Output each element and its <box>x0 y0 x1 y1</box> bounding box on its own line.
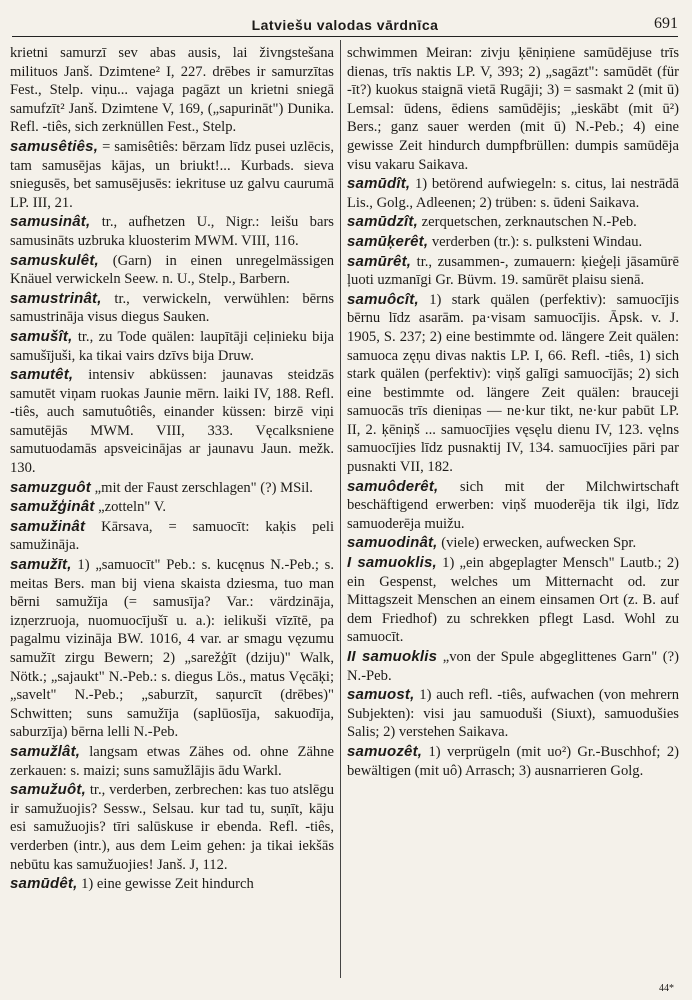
entry-definition: krietni samurzī sev abas ausis, lai živngstešana milituos Janš. Dzimtene² I, 227. drēbes ir samurzītas Fest., Stelp. viņu... vajaga pagāzt un krietni sniegā samufzīt² Janš. Dzimtene V, 169, („sapurināt") Dunika. Refl. -tiês, sich zerknüllen Fest., Stelp. <box>10 45 334 136</box>
entry-definition: 1) stark quälen (perfektiv): samuocījis bērnu līdz asarām. pa·visam samuocījis. Āpsk. v. J. 1905, S. 237; 2) eine bestimmte od. längere Zeit quälen: samuoca zęņu divas naktis LP. I, 66. Refl. -tiês, 1) sich stark quälen (perfektiv): viņš galīgi samuocījās; 2) sich eine bestimmte od. längere Zeit quälen: brauceji samuocās trīs dieniņas — ne·kur tikt, ne·kur pabūt LP. II, 2. ķēniņš ... samuocījies vęsęlu dienu IV, 123. vęlns samuocījies līdz pusnaktij IV, 134. samuocījies pāri par pusnakti VII, 182. <box>347 291 679 476</box>
entry-headword: samušît, <box>10 327 73 345</box>
entry-definition: verderben (tr.): s. pulksteni Windau. <box>431 233 643 250</box>
page-number: 691 <box>654 15 678 32</box>
dictionary-entry <box>10 875 334 894</box>
dictionary-entry <box>10 138 334 212</box>
entry-headword: II samuoklis <box>347 648 438 665</box>
entry-headword: samuodinât, <box>347 534 438 552</box>
dictionary-entry <box>10 252 334 289</box>
entry-definition: schwimmen Meiran: zivju ķēniņiene samūdējuse trīs dienas, trīs naktis LP. V, 393; 2) „sagāzt": samūdēt (für -īt?) kuokus staignā vietā Rugāji; 3) = sasmakt 2 (mit ū) Lemsal: ūdens, ēdiens samūdējis; „ieskābt (mit ū²) Bers.; ganz sauer werden (mit ū) N.-Peb.; 4) eine gewisse Zeit hindurch dumpfbrüllen: dumpis samūdēja visu vakaru Saikava. <box>347 45 679 173</box>
dictionary-entry <box>10 518 334 555</box>
entry-definition: „mit der Faust zerschlagen" (?) MSil. <box>94 479 313 496</box>
dictionary-entry <box>347 213 679 232</box>
entry-definition: = samisêtiês: bērzam līdz pusei uzlēcis, tam samusējas kājas, un briukt!... Kurbads. sieva sniegusēs, bet samusējusēs: iekrituse uz galvu caurumā LP. III, 21. <box>10 138 334 211</box>
entry-definition: tr., zu Tode quälen: laupītāji ceļinieku bija samušījuši, ka tikai vairs dzīvs bija Druw. <box>10 328 334 364</box>
dictionary-entry <box>347 743 679 780</box>
dictionary-entry <box>10 328 334 365</box>
entry-definition: langsam etwas Zähes od. ohne Zähne zerkauen: s. maizi; suns samužlājis ādu Warkl. <box>10 743 334 779</box>
entry-definition: 1) verprügeln (mit uo²) Gr.-Buschhof; 2) bewältigen (mit uô) Arrasch; 3) ausnarrieren Golg. <box>347 743 679 779</box>
entry-definition: 1) eine gewisse Zeit hindurch <box>81 876 254 893</box>
dictionary-entry <box>347 253 679 290</box>
entry-headword: samužinât <box>10 517 86 535</box>
dictionary-entry <box>10 366 334 478</box>
dictionary-entry <box>10 44 334 137</box>
entry-headword: samuôderêt, <box>347 477 439 495</box>
dictionary-entry <box>347 648 679 685</box>
dictionary-entry <box>10 781 334 874</box>
entry-headword: samūrêt, <box>347 252 412 270</box>
entry-definition: Kārsava, = samuocīt: kaķis peli samužināja. <box>10 518 334 554</box>
entry-definition: 1) betörend aufwiegeln: s. citus, lai nestrādā Lis., Golg., Adleenen; 2) trüben: s. ūdeni Saikava. <box>347 176 679 211</box>
entry-headword: samuskulêt, <box>10 251 99 269</box>
dictionary-entry <box>347 478 679 534</box>
entry-headword: samužlât, <box>10 742 81 760</box>
dictionary-entry <box>347 554 679 647</box>
entry-definition: 1) „samuocīt" Peb.: s. kucęnus N.-Peb.; s. meitas Bers. man bij viena skaista dziesma, tuo man bērni samužīja (= samusīja? Var.: värdzināja, izņerzruoja, nuomuocījušī u. a.): ielikuši vīzītē, pa pagalmu vizināja BW. 1016, 4 var. ar smagu vęzumu samužīt zirgu Bewern; 2) „sarežģīt (dziju)" Walk, Nötk.; „sajaukt" N.-Peb.: s. diegus Lös., matus Vęcāķi; „savelt" N.-Peb.; „saburzīt, saņurcīt (drēbes)" Schwitten; suns samužīja (saplūosīja, sakuodīja, saburzīja) bērna lelli N.-Peb. <box>10 557 334 741</box>
entry-headword: samužuôt, <box>10 781 86 799</box>
dictionary-entry <box>10 498 334 517</box>
dictionary-entry <box>347 175 679 212</box>
entry-definition: 1) auch refl. -tiês, aufwachen (von mehrern Subjekten): visi jau samuoduši (Siuxt), samuodušies Salis; 2) verstehen Saikava. <box>347 687 679 741</box>
entry-definition: intensiv abküssen: jaunavas steidzās samutēt viņam ruokas Jaunie mērn. laiki IV, 188. Refl. -tiês, auch samutuôtiês, einander küssen: birzē viņi samutējās MWM. VIII, 333. Vęcalksniene samutuodamās apsveicinājas ar jaunavu Jaun. mežk. 130. <box>10 367 334 477</box>
column-divider <box>340 40 341 978</box>
signature-mark: 44* <box>659 983 674 994</box>
entry-definition: (Garn) in einen unregelmässigen Knäuel verwickeln Seew. n. U., Stelp., Barbern. <box>10 252 334 288</box>
entry-definition: „von der Spule abgeglittenes Garn" (?) N.-Peb. <box>347 649 679 684</box>
entry-definition: (viele) erwecken, aufwecken Spr. <box>441 535 637 552</box>
entry-headword: I samuoklis, <box>347 554 437 572</box>
right-column <box>347 44 679 980</box>
entry-definition: tr., verwickeln, verwühlen: bērns samustrināja visus diegus Sauken. <box>10 290 334 326</box>
entry-headword: samusinât, <box>10 213 91 231</box>
dictionary-entry <box>347 291 679 477</box>
dictionary-entry <box>10 290 334 327</box>
dictionary-entry <box>347 686 679 742</box>
entry-headword: samusêtiês, <box>10 137 99 155</box>
entry-headword: samustrinât, <box>10 289 102 307</box>
dictionary-entry <box>10 743 334 780</box>
entry-headword: samūdît, <box>347 175 411 193</box>
running-title: Latviešu valodas vārdnīca <box>251 17 439 33</box>
entry-headword: samuozêt, <box>347 742 423 760</box>
entry-definition: zerquetschen, zerknautschen N.-Peb. <box>421 214 637 231</box>
page-header <box>12 8 678 37</box>
dictionary-entry <box>10 213 334 250</box>
dictionary-entry <box>347 44 679 174</box>
entry-headword: samutêt, <box>10 366 74 384</box>
entry-definition: 1) „ein abgeplagter Mensch" Lautb.; 2) ein Gespenst, welches um Mitternacht od. zur Mittagszeit Menschen an einem einsamen Ort (z. B. auf dem Friedhof) zu schrekken pflegt Lasd. Wohl zu samuocīt. <box>347 555 679 646</box>
entry-headword: samužīt, <box>10 556 72 574</box>
entry-headword: samužģinât <box>10 498 95 516</box>
entry-headword: samuost, <box>347 686 415 704</box>
entry-definition: tr., verderben, zerbrechen: kas tuo atslēgu ir samužuojis? Sessw., Selsau. kur tad tu, suņīt, kāju esi samužuojis? tīri salūskuse ir ebenda. Refl. -tiês, verderben (intr.), aus dem Leim gehen: ja tikai iekšās nebūtu kas samužuojies! Janš. J, 112. <box>10 782 334 873</box>
entry-headword: samūdêt, <box>10 875 78 893</box>
entry-headword: samuzguôt <box>10 478 91 496</box>
entry-headword: samuôcît, <box>347 290 419 308</box>
left-column <box>10 44 334 980</box>
dictionary-entry <box>347 233 679 252</box>
entry-headword: samūdzît, <box>347 213 418 231</box>
entry-headword: samūķerêt, <box>347 232 429 250</box>
entry-definition: tr., aufhetzen U., Nigr.: leišu bars samusināts uzbruka kluosterim MWM. VIII, 116. <box>10 214 334 249</box>
dictionary-entry <box>10 479 334 498</box>
dictionary-entry <box>347 534 679 553</box>
entry-definition: sich mit der Milchwirtschaft beschäftigend erwerben: viņš muoderēja tik ilgi, līdz samuoderēja muižu. <box>347 478 679 532</box>
entry-definition: „zotteln" V. <box>98 499 167 516</box>
dictionary-entry <box>10 556 334 742</box>
entry-definition: tr., zusammen-, zumauern: ķieģeļi jāsamūrē ļuoti uzmanīgi Gr. Büvm. 19. samūrēt plaisu sienā. <box>347 253 679 289</box>
